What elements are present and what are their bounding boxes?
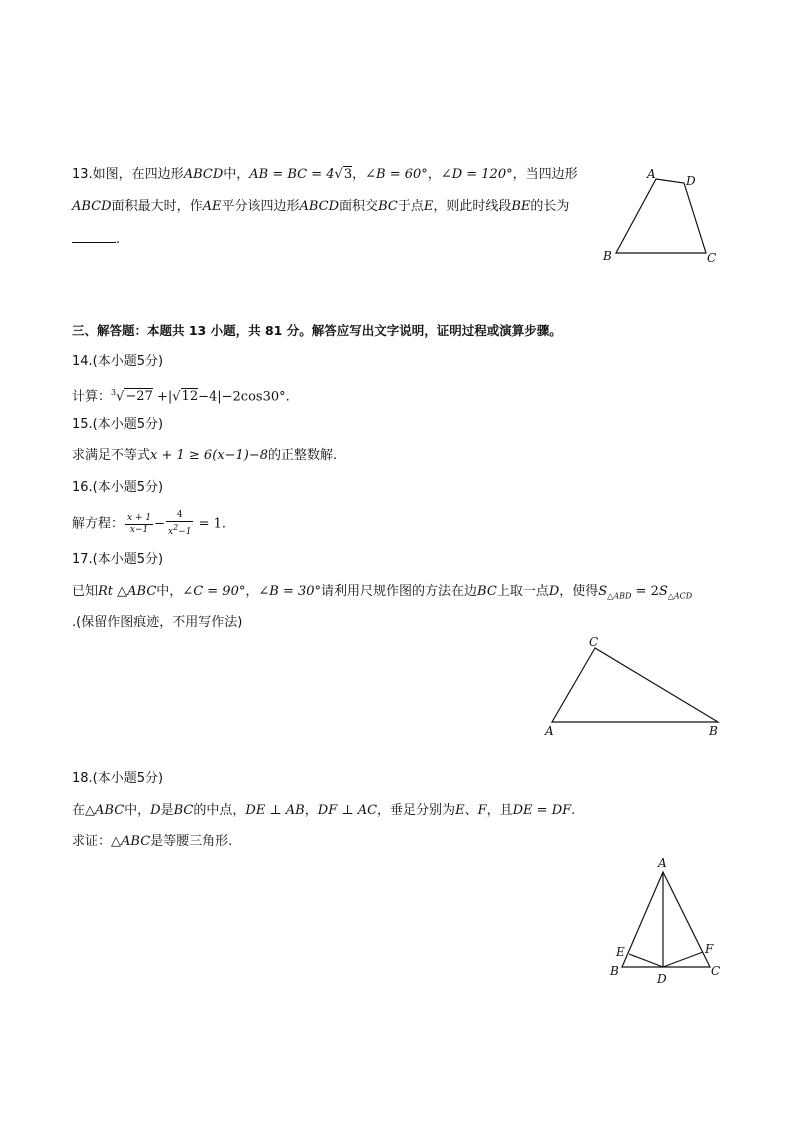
q17-line2: .(保留作图痕迹，不用写作法) (72, 615, 243, 630)
q17-math: BC (477, 584, 497, 599)
q18-triangle-figure (600, 852, 730, 992)
vertex-label-c: C (707, 251, 717, 265)
segment-df (663, 952, 703, 967)
q18-text: ，且 (486, 803, 513, 818)
vertex-label-c: C (589, 635, 599, 649)
q13-quad-name: ABCD (183, 167, 224, 182)
q17-header: 17.(本小题5分) (72, 552, 164, 567)
q17-math: ∠B = 30° (258, 584, 322, 599)
q15-body (72, 447, 337, 465)
q17-math: D (548, 584, 560, 599)
section-title: 三、解答题：本题共 13 小题，共 81 分。解答应写出文字说明，证明过程或演算步骤。 (72, 323, 562, 338)
q18-text: ， (304, 803, 318, 818)
q17-math: S (598, 584, 608, 599)
q13-text: 13.如图，在四边形 (72, 167, 184, 182)
q13-text: 面积交 (339, 199, 379, 214)
q14-text: . (285, 389, 290, 405)
q13-math: ABCD (72, 199, 112, 214)
q18-text: 是等腰三角形. (150, 834, 233, 849)
q13-text: 面积最大时，作 (111, 199, 203, 214)
point-label-f: F (705, 942, 714, 956)
q16-text: 解方程： (72, 516, 125, 532)
fraction-1 (125, 513, 153, 536)
q14-math: +| (152, 389, 173, 405)
q16-body (72, 510, 226, 538)
q13-math: ABCD (299, 199, 340, 214)
vertex-label-b: B (603, 249, 612, 263)
q17-triangle-figure (540, 635, 730, 745)
q17-math: S (658, 584, 668, 599)
q18-math: DE ⊥ AB (245, 803, 305, 818)
q17-math: ∠C = 90° (182, 584, 246, 599)
fraction-2-denominator: x (168, 527, 174, 537)
q13-text: ，当四边形 (512, 167, 578, 182)
exponent: 2 (173, 523, 179, 532)
q13-quadrilateral-figure (600, 165, 725, 270)
q13-angle-d: ∠D = 120° (440, 167, 513, 182)
q17-text: 上取一点 (496, 584, 549, 599)
q13-math: E (423, 199, 434, 214)
q13-math: BE (511, 199, 531, 214)
q13-line1: 13.如图，在四边形ABCD中，AB = BC = 4√3，∠B = 60°，∠D = 120°，当四边形 (72, 167, 578, 182)
q18-math: DF ⊥ AC (317, 803, 378, 818)
fraction-1-numerator: x + 1 (127, 512, 152, 523)
q13-text: ，则此时线段 (433, 199, 512, 214)
fraction-2-numerator: 4 (166, 510, 193, 522)
q18-text: 的中点， (193, 803, 246, 818)
root-index: 3 (111, 388, 117, 397)
vertex-label-b: B (709, 724, 718, 738)
q13-text: 的长为 (530, 199, 570, 214)
q18-math: E (455, 803, 465, 818)
q18-text: 求证： (72, 834, 112, 849)
q17-subscript: △ABD (607, 591, 632, 601)
q13-text: 中， (223, 167, 250, 182)
q16-text: . (221, 516, 227, 532)
sqrt-value: 12 (181, 389, 199, 405)
q14-header: 14.(本小题5分) (72, 354, 164, 369)
cube-root-value: −27 (125, 389, 153, 405)
q13-text: 于点 (397, 199, 424, 214)
q18-line2 (72, 833, 232, 851)
point-label-d: D (657, 972, 667, 986)
q18-math: BC (173, 803, 194, 818)
vertex-label-a: A (647, 167, 656, 181)
q18-math: F (477, 803, 487, 818)
q18-text: 在 (72, 803, 86, 818)
q17-text: 中， (156, 584, 183, 599)
vertex-label-d: D (686, 174, 696, 188)
q17-text: ，使得 (559, 584, 599, 599)
q15-text: 求满足不等式 (72, 448, 151, 463)
q13-angle-b: ∠B = 60° (365, 167, 428, 182)
q14-text: 计算： (72, 389, 112, 405)
fraction-1-denominator: x−1 (129, 524, 149, 535)
q18-text: 中， (124, 803, 151, 818)
q18-math: DE = DF (512, 803, 572, 818)
q18-text: . (571, 803, 576, 818)
q18-math: D (150, 803, 161, 818)
vertex-label-b: B (610, 964, 619, 978)
q18-math: △ABC (85, 803, 125, 818)
quadrilateral-abcd (616, 179, 706, 253)
q13-side-equation: AB = BC = 4 (249, 167, 335, 182)
q17-text: 已知 (72, 584, 99, 599)
q13-text: . (116, 232, 121, 247)
q17-text: 请利用尺规作图的方法在边 (321, 584, 478, 599)
q16-header: 16.(本小题5分) (72, 480, 164, 495)
triangle-abc (552, 648, 718, 722)
q17-math: = 2 (631, 584, 659, 599)
vertex-label-c: C (711, 964, 721, 978)
q13-line3 (72, 230, 120, 249)
q13-line2 (72, 198, 569, 216)
q15-header: 15.(本小题5分) (72, 417, 164, 432)
q16-math: − (154, 516, 165, 532)
q18-line1 (72, 802, 575, 820)
q13-math: BC (378, 199, 398, 214)
fraction-2 (166, 510, 193, 538)
q18-text: ，垂足分别为 (377, 803, 456, 818)
q17-math: Rt △ABC (98, 584, 157, 599)
q14-math: −4|−2cos30° (198, 389, 286, 405)
q13-math: AE (202, 199, 222, 214)
q14-body: 计算：$^3$√−27 +|√12−4|−2cos30°. (72, 388, 290, 405)
fraction-2-denominator-tail: −1 (178, 527, 192, 537)
q16-math: = 1 (194, 516, 222, 532)
triangle-abc (622, 872, 710, 967)
q18-text: 是 (160, 803, 174, 818)
point-label-e: E (616, 945, 625, 959)
q17-line1 (72, 583, 692, 606)
vertex-label-a: A (658, 856, 667, 870)
q18-math: △ABC (111, 834, 151, 849)
q13-text: ， (427, 167, 441, 182)
q17-subscript: △ACD (667, 591, 693, 601)
q18-header: 18.(本小题5分) (72, 771, 164, 786)
q13-text: 平分该四边形 (221, 199, 300, 214)
vertex-label-a: A (545, 724, 554, 738)
q13-text: ， (352, 167, 366, 182)
q18-text: 、 (464, 803, 478, 818)
q15-inequality: x + 1 ≥ 6(x−1)−8 (150, 448, 269, 463)
q17-text: ， (245, 584, 259, 599)
answer-blank[interactable] (72, 230, 116, 243)
segment-de (629, 954, 663, 967)
q15-text: 的正整数解. (268, 448, 338, 463)
q13-sqrt-value: 3 (343, 167, 353, 182)
